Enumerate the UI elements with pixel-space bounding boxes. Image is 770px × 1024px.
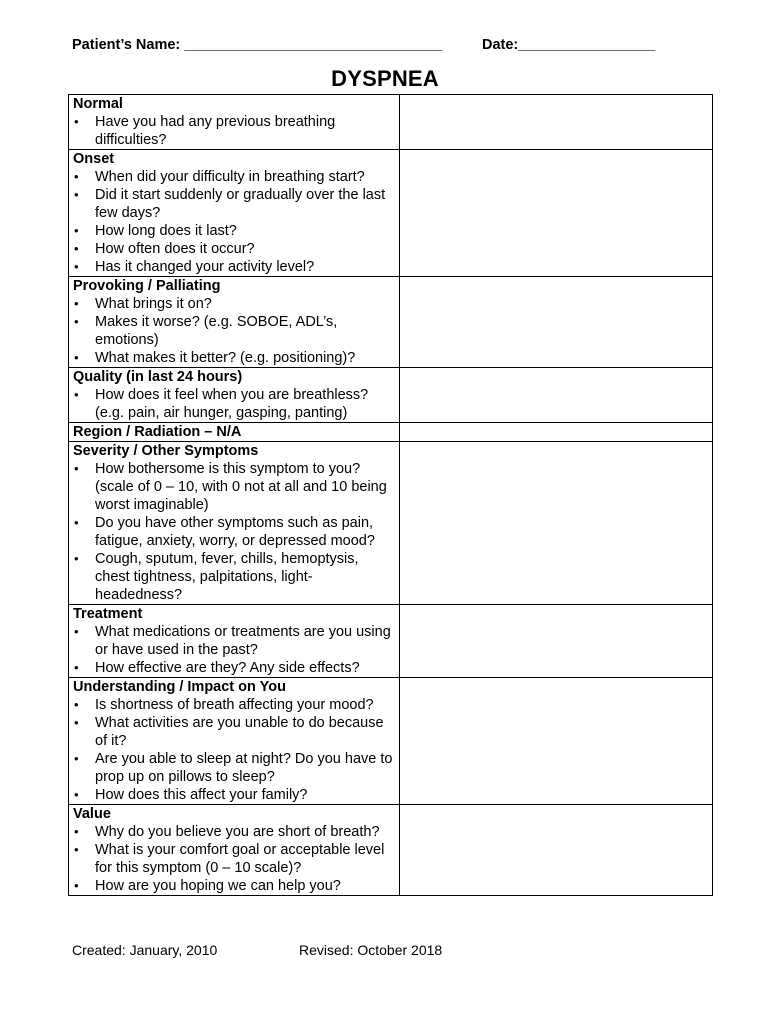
section-row [69, 277, 713, 368]
section-title: Severity / Other Symptoms [73, 443, 259, 459]
question-list [73, 623, 396, 677]
question-item: • Cough, sputum, fever, chills, hemoptysis, chest tightness, palpitations, light-headedness? [73, 550, 396, 604]
section-row [69, 442, 713, 605]
section-questions [69, 150, 400, 277]
created-date: Created: January, 2010 [72, 942, 218, 958]
answer-cell[interactable] [400, 442, 713, 605]
answer-cell[interactable] [400, 277, 713, 368]
question-list [73, 168, 396, 276]
answer-cell[interactable] [400, 423, 713, 442]
question-item: • Is shortness of breath affecting your mood? [73, 696, 396, 714]
question-item: • What brings it on? [73, 295, 396, 313]
section-row [69, 678, 713, 805]
question-list [73, 460, 396, 604]
section-questions [69, 277, 400, 368]
answer-cell[interactable] [400, 368, 713, 423]
section-questions [69, 605, 400, 678]
question-item: • What makes it better? (e.g. positioning)? [73, 349, 396, 367]
revised-date: Revised: October 2018 [299, 942, 443, 958]
section-row [69, 95, 713, 150]
question-list [73, 113, 396, 149]
answer-cell[interactable] [400, 95, 713, 150]
question-item: • How does it feel when you are breathless? (e.g. pain, air hunger, gasping, panting) [73, 386, 396, 422]
section-questions [69, 678, 400, 805]
section-row [69, 805, 713, 896]
question-item: • How bothersome is this symptom to you? (scale of 0 – 10, with 0 not at all and 10 being worst imaginable) [73, 460, 396, 514]
question-item: • How effective are they? Any side effects? [73, 659, 396, 677]
question-item: • How are you hoping we can help you? [73, 877, 396, 895]
question-item: • How often does it occur? [73, 240, 396, 258]
page-title: DYSPNEA [331, 66, 439, 91]
question-item: • Has it changed your activity level? [73, 258, 396, 276]
section-questions [69, 95, 400, 150]
answer-cell[interactable] [400, 678, 713, 805]
section-row [69, 368, 713, 423]
question-list [73, 823, 396, 895]
section-row [69, 150, 713, 277]
date-field[interactable]: Date:_________________ [482, 37, 656, 53]
section-title: Normal [73, 96, 123, 112]
footer [72, 942, 572, 960]
question-item: • Are you able to sleep at night? Do you have to prop up on pillows to sleep? [73, 750, 396, 786]
section-title: Onset [73, 151, 115, 167]
patient-name-field[interactable]: Patient’s Name: ________________________________ [72, 37, 443, 53]
patient-header [72, 37, 692, 57]
question-item: • What is your comfort goal or acceptable level for this symptom (0 – 10 scale)? [73, 841, 396, 877]
section-title: Understanding / Impact on You [73, 679, 286, 695]
question-item: • When did your difficulty in breathing start? [73, 168, 396, 186]
question-list [73, 386, 396, 422]
question-item: • Do you have other symptoms such as pain, fatigue, anxiety, worry, or depressed mood? [73, 514, 396, 550]
assessment-table [68, 94, 713, 896]
section-title: Provoking / Palliating [73, 278, 221, 294]
question-item: • Did it start suddenly or gradually over the last few days? [73, 186, 396, 222]
section-row [69, 423, 713, 442]
question-item: • How long does it last? [73, 222, 396, 240]
section-title: Region / Radiation – N/A [73, 424, 242, 440]
section-questions [69, 442, 400, 605]
question-item: • Why do you believe you are short of breath? [73, 823, 396, 841]
section-title: Quality (in last 24 hours) [73, 369, 243, 385]
section-title: Treatment [73, 606, 143, 622]
question-list [73, 696, 396, 804]
question-item: • How does this affect your family? [73, 786, 396, 804]
section-questions [69, 368, 400, 423]
section-questions [69, 423, 400, 442]
question-item: • Have you had any previous breathing difficulties? [73, 113, 396, 149]
question-item: • Makes it worse? (e.g. SOBOE, ADL’s, emotions) [73, 313, 396, 349]
answer-cell[interactable] [400, 805, 713, 896]
question-item: • What medications or treatments are you using or have used in the past? [73, 623, 396, 659]
question-item: • What activities are you unable to do because of it? [73, 714, 396, 750]
section-row [69, 605, 713, 678]
answer-cell[interactable] [400, 605, 713, 678]
question-list [73, 295, 396, 367]
answer-cell[interactable] [400, 150, 713, 277]
section-questions [69, 805, 400, 896]
section-title: Value [73, 806, 111, 822]
